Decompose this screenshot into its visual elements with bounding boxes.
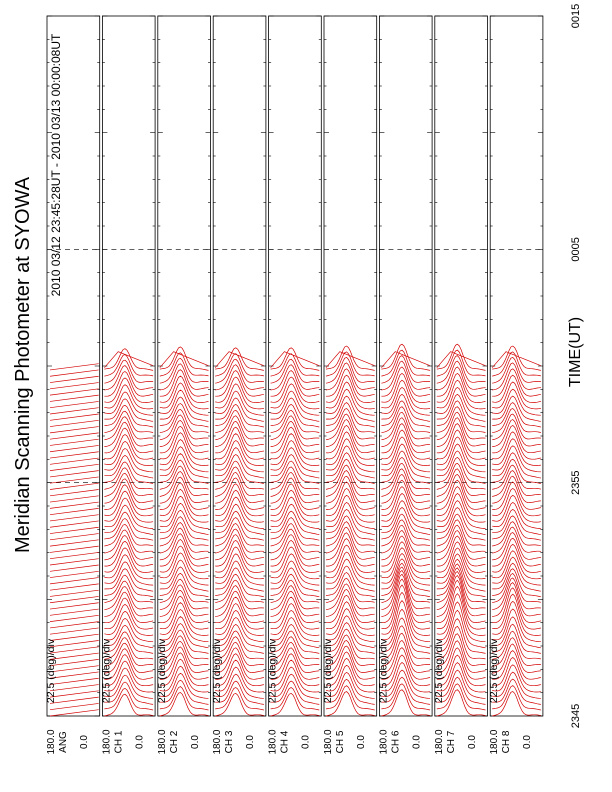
- scale-label: 22.5 (deg)/div: [488, 638, 501, 704]
- y-tick-label: 0.0: [466, 735, 478, 749]
- channel-label: CH 1: [113, 730, 125, 754]
- x-tick-label: 2345: [570, 703, 582, 729]
- data-trace: [50, 364, 99, 716]
- y-tick-label: 180.0: [267, 729, 279, 755]
- panel-ch-1: [100, 16, 155, 755]
- panel-ch-2: [156, 16, 211, 755]
- y-tick-label: 180.0: [323, 729, 334, 755]
- channel-label: CH 3: [224, 730, 236, 754]
- channel-label: CH 7: [445, 730, 457, 754]
- panel-ch-3: [211, 16, 266, 755]
- y-tick-label: 180.0: [156, 729, 168, 755]
- y-tick-label: 0.0: [189, 735, 201, 749]
- scale-label: 22.5 (deg)/div: [155, 638, 168, 704]
- panel-ch-6: [377, 16, 432, 755]
- scale-label: 22.5 (deg)/div: [100, 638, 113, 704]
- panel-ch-8: [488, 16, 543, 755]
- scale-label: 22.5 (deg)/div: [45, 638, 57, 704]
- y-tick-label: 0.0: [245, 735, 257, 749]
- y-tick-label: 180.0: [212, 729, 224, 755]
- channel-label: ANG: [58, 731, 69, 753]
- y-tick-label: 180.0: [101, 729, 113, 755]
- channel-label: CH 5: [335, 730, 346, 754]
- scale-label: 22.5 (deg)/div: [432, 638, 445, 704]
- panel-ch-7: [433, 16, 488, 755]
- panel-frame: [379, 16, 432, 716]
- scale-label: 22.5 (deg)/div: [322, 638, 334, 704]
- y-tick-label: 180.0: [46, 729, 57, 755]
- scale-label: 22.5 (deg)/div: [377, 638, 390, 704]
- y-tick-label: 0.0: [134, 735, 146, 749]
- y-tick-label: 180.0: [489, 729, 501, 755]
- panel-frame: [266, 16, 322, 716]
- panel-frame: [324, 16, 377, 716]
- channel-label: CH 2: [168, 730, 180, 754]
- panel-frame: [155, 16, 211, 716]
- y-tick-label: 0.0: [79, 735, 90, 749]
- x-tick-label: 0005: [570, 237, 582, 262]
- y-tick-label: 0.0: [300, 735, 312, 749]
- channel-label: CH 4: [279, 730, 291, 754]
- y-tick-label: 0.0: [411, 735, 423, 749]
- channel-label: CH 8: [501, 730, 513, 754]
- y-tick-label: 0.0: [356, 735, 367, 749]
- y-tick-label: 180.0: [433, 729, 445, 755]
- chart-subtitle: 2010 03/12 23:45:28UT - 2010 03/13 00:00:08UT: [49, 33, 63, 297]
- scale-label: 22.5 (deg)/div: [211, 638, 224, 704]
- chart-title: Meridian Scanning Photometer at SYOWA: [12, 176, 34, 554]
- channel-label: CH 6: [390, 730, 402, 754]
- panel-ch-4: [267, 16, 322, 755]
- panel-frame: [213, 16, 266, 716]
- x-tick-label: 2355: [570, 470, 582, 495]
- x-tick-label: 0015: [570, 3, 582, 29]
- scale-label: 22.5 (deg)/div: [266, 638, 279, 704]
- y-tick-label: 0.0: [522, 735, 534, 749]
- x-axis-label: TIME(UT): [567, 316, 584, 388]
- panel-ch-5: [322, 16, 377, 755]
- y-tick-label: 180.0: [378, 729, 390, 755]
- panel-frame: [490, 16, 543, 716]
- panel-frame: [432, 16, 488, 716]
